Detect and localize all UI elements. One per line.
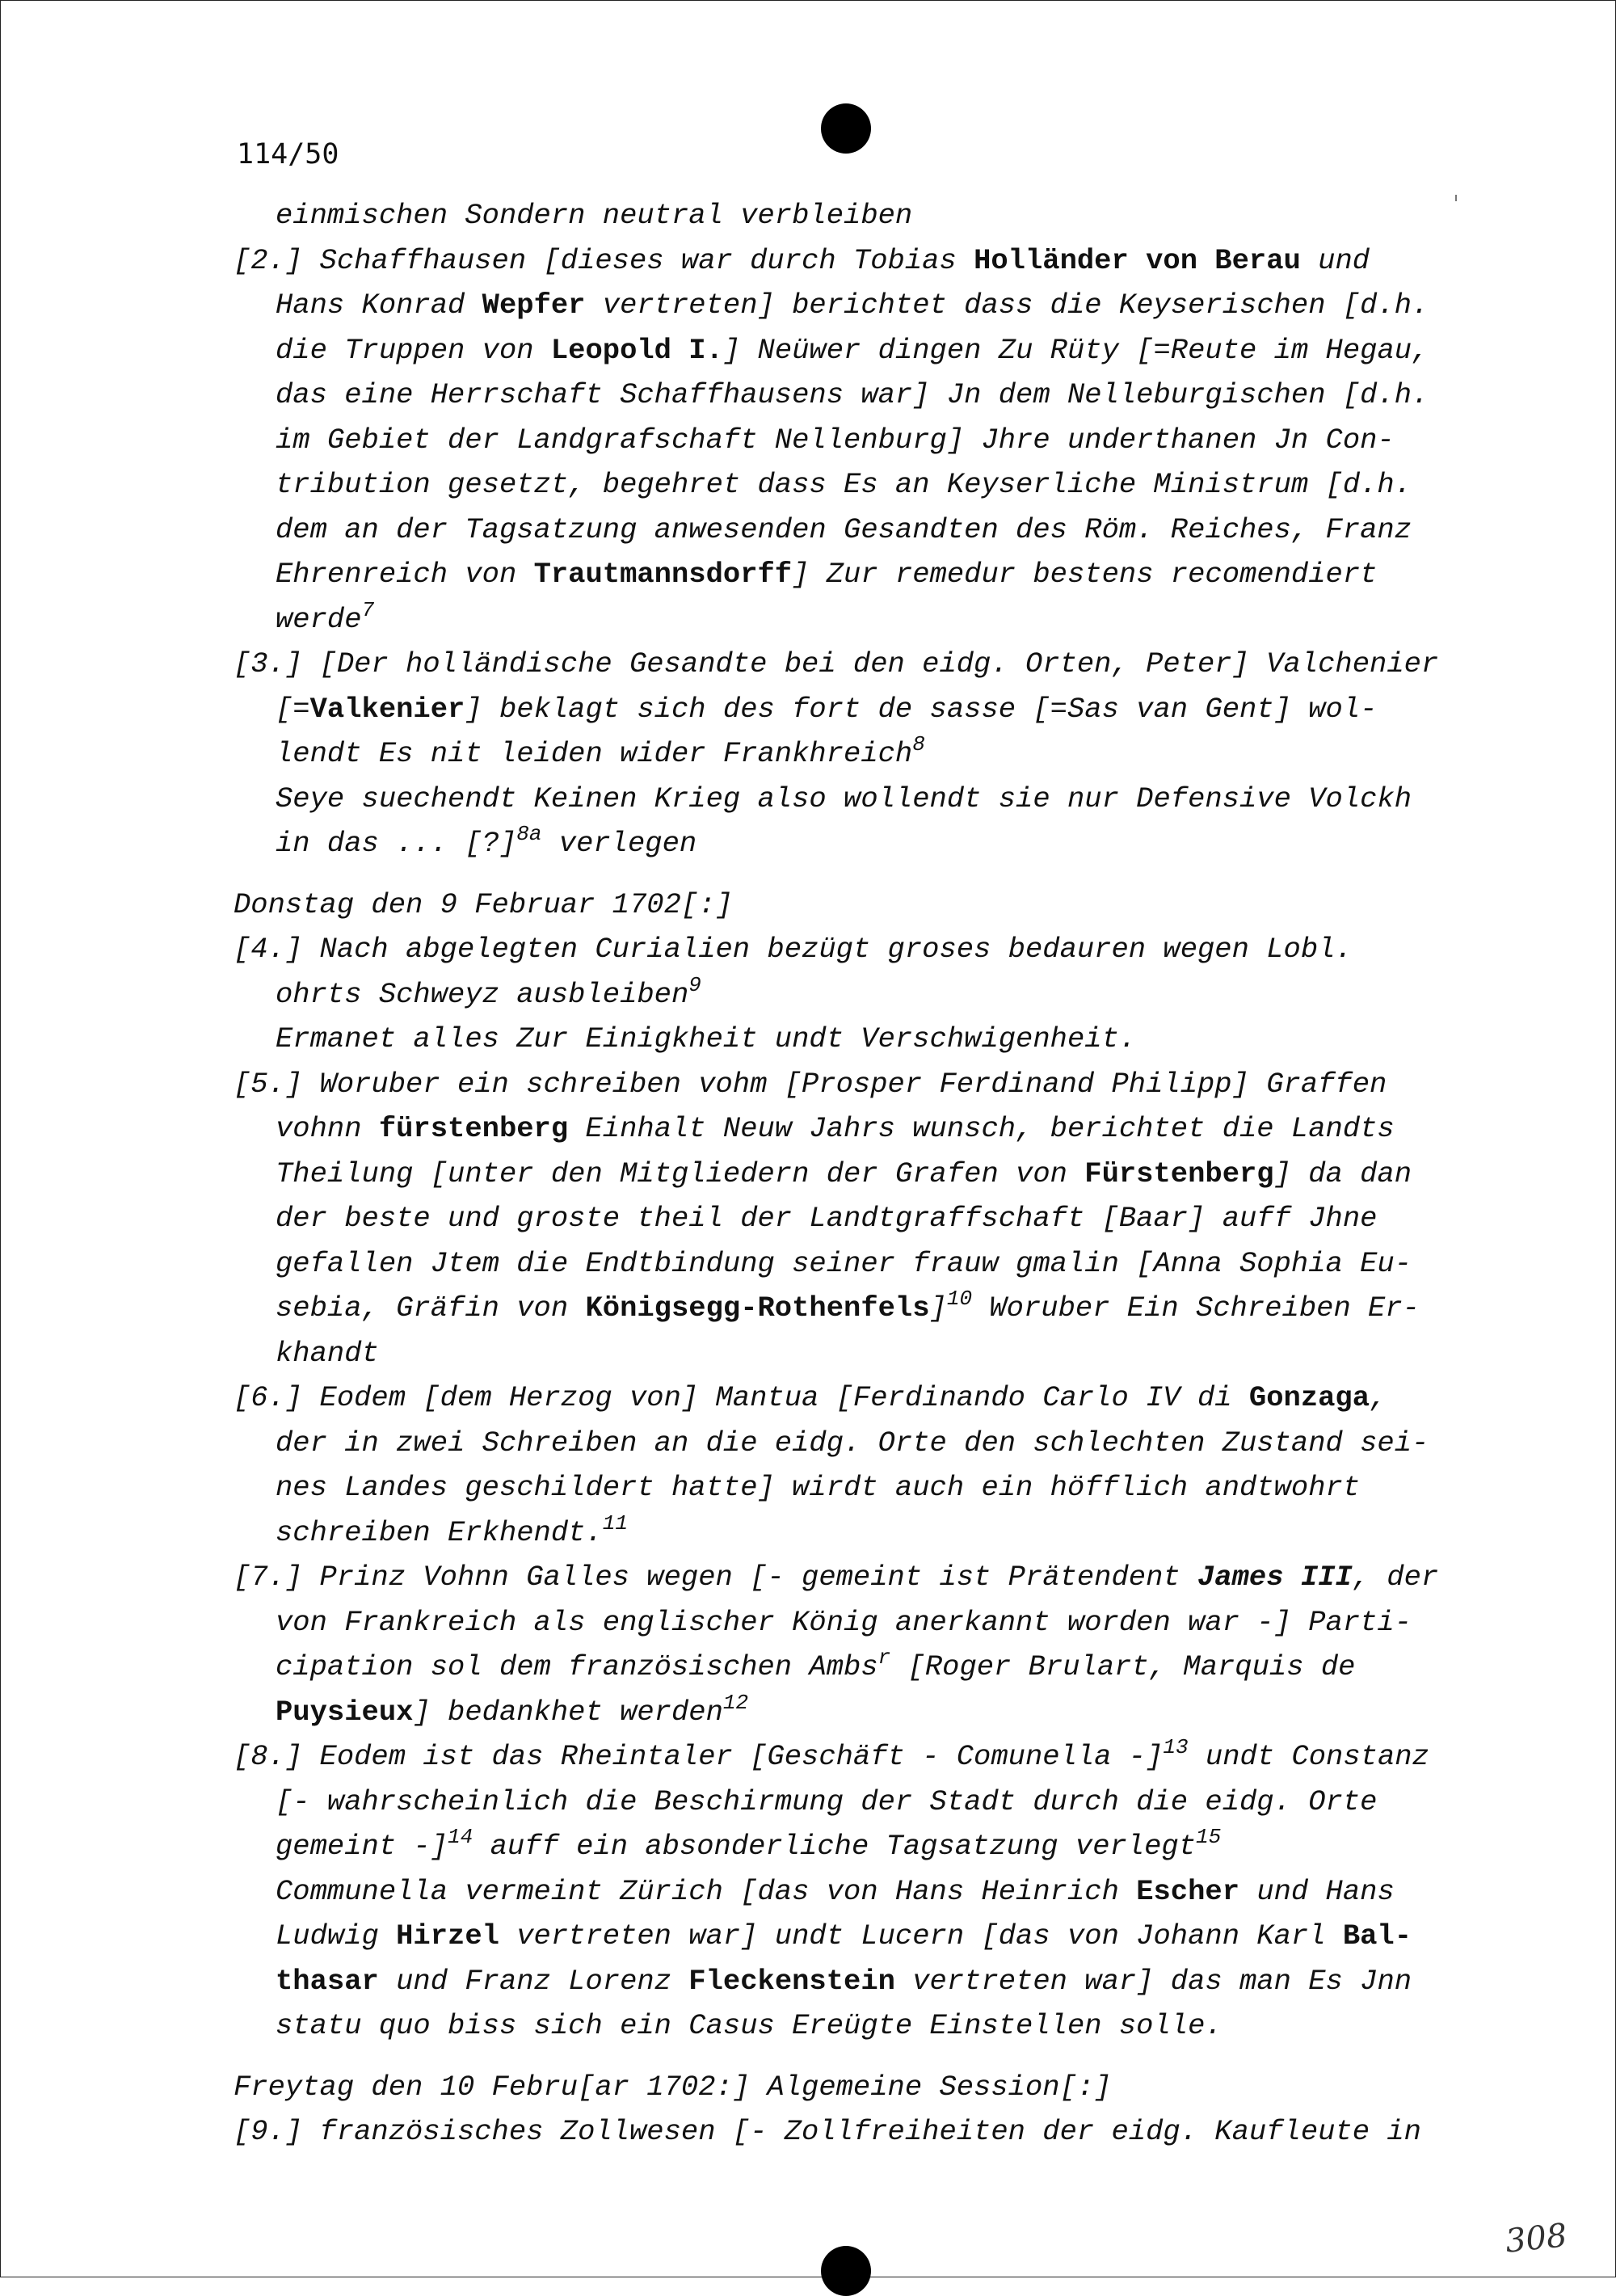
name-bold: Puysieux [276, 1695, 414, 1729]
text-span: vertreten war] das man Es Jnn [894, 1964, 1412, 1998]
text-span: Hans Konrad [276, 289, 482, 322]
text-span: dem an der Tagsatzung anwesenden Gesandten des Röm. Reiches, Franz [276, 512, 1412, 546]
text-span: und Hans [1239, 1874, 1395, 1908]
text-line [234, 283, 1494, 328]
text-span: [6.] Eodem [dem Herzog von] Mantua [Ferdinando Carlo IV di [234, 1381, 1249, 1414]
text-span: tribution gesetzt, begehret dass Es an Keyserliche Ministrum [d.h. [276, 468, 1412, 501]
text-line [234, 777, 1494, 822]
text-span: , [1370, 1381, 1387, 1414]
text-line [234, 2065, 1494, 2110]
text-span: nes Landes geschildert hatte] wirdt auch ein höfflich andtwohrt [276, 1471, 1361, 1504]
text-span: vohnn [276, 1112, 379, 1145]
text-span: werde [276, 602, 362, 636]
name-bold: Leopold I. [550, 333, 723, 367]
paragraph-gap [234, 2049, 1494, 2065]
text-span: Ludwig [276, 1919, 397, 1953]
footnote-ref: 14 [448, 1825, 473, 1849]
text-line [234, 462, 1494, 508]
text-span: Ehrenreich von [276, 558, 534, 591]
name-bold: Wepfer [482, 289, 586, 322]
text-line [234, 1017, 1494, 1062]
text-line [234, 418, 1494, 463]
footnote-ref: 8a [516, 822, 542, 846]
text-line [234, 1914, 1494, 1959]
text-span: undt Constanz [1188, 1740, 1429, 1773]
text-line [234, 1555, 1494, 1600]
text-span: die Truppen von [276, 333, 551, 367]
punch-hole-top [821, 103, 871, 154]
footnote-ref: 8 [912, 732, 925, 756]
text-line [234, 1780, 1494, 1825]
text-line [234, 821, 1494, 866]
text-span: in das ... [?] [276, 827, 517, 860]
footnote-ref: 7 [361, 597, 375, 622]
name-bold: Valkenier [309, 692, 465, 726]
name-bold: Holländer von Berau [974, 243, 1301, 277]
text-span: [Roger Brulart, Marquis de [890, 1650, 1356, 1683]
text-line [234, 552, 1494, 597]
text-line [234, 1106, 1494, 1152]
text-line [234, 1152, 1494, 1197]
text-line [234, 1465, 1494, 1510]
text-span: [9.] französisches Zollwesen [- Zollfreiheiten der eidg. Kaufleute in [234, 2115, 1421, 2148]
text-line [234, 1196, 1494, 1241]
text-span: Donstag den 9 Februar 1702[:] [234, 887, 733, 921]
text-line [234, 508, 1494, 553]
text-span: Woruber Ein Schreiben Er- [972, 1291, 1420, 1325]
text-span: [7.] Prinz Vohnn Galles wegen [- gemeint ist Prätendent [234, 1561, 1197, 1594]
name-bold: thasar [276, 1964, 379, 1998]
footnote-ref: 15 [1196, 1825, 1222, 1849]
text-span: Seye suechendt Keinen Krieg also wollendt sie nur Defensive Volckh [276, 781, 1412, 815]
text-span: sebia, Gräfin von [276, 1291, 586, 1325]
text-line [234, 1869, 1494, 1915]
text-line [234, 1241, 1494, 1287]
text-span: statu quo biss sich ein Casus Ereügte Einstellen solle. [276, 2009, 1223, 2042]
paragraph-gap [234, 866, 1494, 883]
text-line [234, 328, 1494, 373]
text-line [234, 2109, 1494, 2155]
text-span: Communella vermeint Zürich [das von Hans Heinrich [276, 1874, 1137, 1908]
text-span: cipation sol dem französischen Ambs [276, 1650, 878, 1683]
text-span: , der [1352, 1561, 1439, 1594]
name-bold: Fleckenstein [688, 1964, 895, 1998]
text-span: auff ein absonderliche Tagsatzung verlegt [473, 1830, 1197, 1863]
text-line [234, 1824, 1494, 1869]
text-line [234, 972, 1494, 1017]
name-bold: Gonzaga [1248, 1381, 1370, 1414]
handwritten-folio-number: 308 [1503, 2217, 1569, 2260]
text-span: vertreten] berichtet dass die Keyserischen [d.h. [585, 289, 1429, 322]
text-line [234, 687, 1494, 732]
name-bold: Bal- [1342, 1919, 1412, 1953]
text-span: [8.] Eodem ist das Rheintaler [Geschäft - Comunella -] [234, 1740, 1164, 1773]
text-span: khandt [276, 1336, 379, 1370]
punch-hole-bottom [821, 2246, 871, 2296]
text-span: [5.] Woruber ein schreiben vohm [Prosper Ferdinand Philipp] Graffen [234, 1067, 1387, 1101]
text-span: der beste und groste theil der Landtgraffschaft [Baar] auff Jhne [276, 1202, 1378, 1235]
text-line [234, 597, 1494, 642]
text-span: [4.] Nach abgelegten Curialien bezügt groses bedauren wegen Lobl. [234, 933, 1353, 966]
text-line [234, 238, 1494, 284]
name-bold: Königsegg-Rothenfels [585, 1291, 930, 1325]
text-line [234, 642, 1494, 687]
text-line [234, 927, 1494, 972]
footnote-ref: 10 [946, 1287, 973, 1311]
text-line [234, 1331, 1494, 1376]
text-span: ] Zur remedur bestens recomendiert [792, 558, 1378, 591]
footnote-ref: 12 [722, 1690, 749, 1715]
text-span: [3.] [Der holländische Gesandte bei den eidg. Orten, Peter] Valchenier [234, 647, 1439, 680]
text-line [234, 1690, 1494, 1735]
name-bold: Trautmannsdorff [533, 558, 793, 591]
text-line [234, 1510, 1494, 1556]
page-number: 114/50 [237, 138, 339, 171]
text-span: und [1300, 243, 1370, 277]
name-bold: fürstenberg [378, 1112, 569, 1145]
text-span: der in zwei Schreiben an die eidg. Orte den schlechten Zustand sei- [276, 1426, 1429, 1460]
name-bold: Hirzel [396, 1919, 499, 1953]
text-span: einmischen Sondern neutral verbleiben [276, 199, 913, 232]
footnote-ref: 11 [602, 1510, 628, 1536]
text-span: vertreten war] undt Lucern [das von Johann Karl [499, 1919, 1343, 1953]
text-span: und Franz Lorenz [378, 1964, 689, 1998]
text-line [234, 1375, 1494, 1421]
text-span: Einhalt Neuw Jahrs wunsch, berichtet die Landts [568, 1112, 1395, 1145]
text-line [234, 1959, 1494, 2004]
text-span: gefallen Jtem die Endtbindung seiner frauw gmalin [Anna Sophia Eu- [276, 1246, 1412, 1280]
text-line [234, 193, 1494, 238]
footnote-ref: 13 [1163, 1735, 1189, 1759]
name-bold: Fürstenberg [1084, 1156, 1274, 1190]
text-span: Theilung [unter den Mitgliedern der Grafen von [276, 1156, 1085, 1190]
text-span: schreiben Erkhendt. [276, 1515, 603, 1549]
text-span: lendt Es nit leiden wider Frankhreich [276, 737, 913, 770]
text-span: ] beklagt sich des fort de sasse [=Sas van Gent] wol- [465, 692, 1378, 726]
text-line [234, 373, 1494, 418]
text-line [234, 1286, 1494, 1331]
text-span: ] bedankhet werden [413, 1695, 723, 1729]
text-span: [= [276, 692, 310, 726]
text-line [234, 883, 1494, 928]
text-line [234, 731, 1494, 777]
text-line [234, 1645, 1494, 1690]
text-span: im Gebiet der Landgrafschaft Nellenburg] Jhre underthanen Jn Con- [276, 423, 1395, 457]
footnote-ref: 9 [688, 972, 701, 997]
text-span: [- wahrscheinlich die Beschirmung der Stadt durch die eidg. Orte [276, 1784, 1378, 1818]
document-body [234, 193, 1494, 2155]
name-bold: Escher [1136, 1874, 1240, 1908]
text-span: von Frankreich als englischer König anerkannt worden war -] Parti- [276, 1605, 1412, 1639]
text-span: verlegen [541, 827, 697, 860]
text-span: ohrts Schweyz ausbleiben [276, 977, 689, 1011]
text-line [234, 1600, 1494, 1645]
text-span: ] [929, 1291, 947, 1325]
text-span: gemeint -] [276, 1830, 448, 1863]
text-line [234, 1421, 1494, 1466]
text-line [234, 1734, 1494, 1780]
text-span: Ermanet alles Zur Einigkheit undt Verschwigenheit. [276, 1022, 1137, 1055]
text-span: das eine Herrschaft Schaffhausens war] Jn dem Nelleburgischen [d.h. [276, 378, 1429, 411]
name-bold: James III [1197, 1561, 1353, 1594]
text-span: Freytag den 10 Febru[ar 1702:] Algemeine Session[:] [234, 2070, 1112, 2104]
text-line [234, 1062, 1494, 1107]
text-line [234, 2003, 1494, 2049]
footnote-ref: r [877, 1645, 891, 1670]
text-span: ] Neüwer dingen Zu Rüty [=Reute im Hegau, [722, 333, 1429, 367]
text-span: ] da dan [1273, 1156, 1412, 1190]
text-span: [2.] Schaffhausen [dieses war durch Tobias [234, 243, 974, 277]
